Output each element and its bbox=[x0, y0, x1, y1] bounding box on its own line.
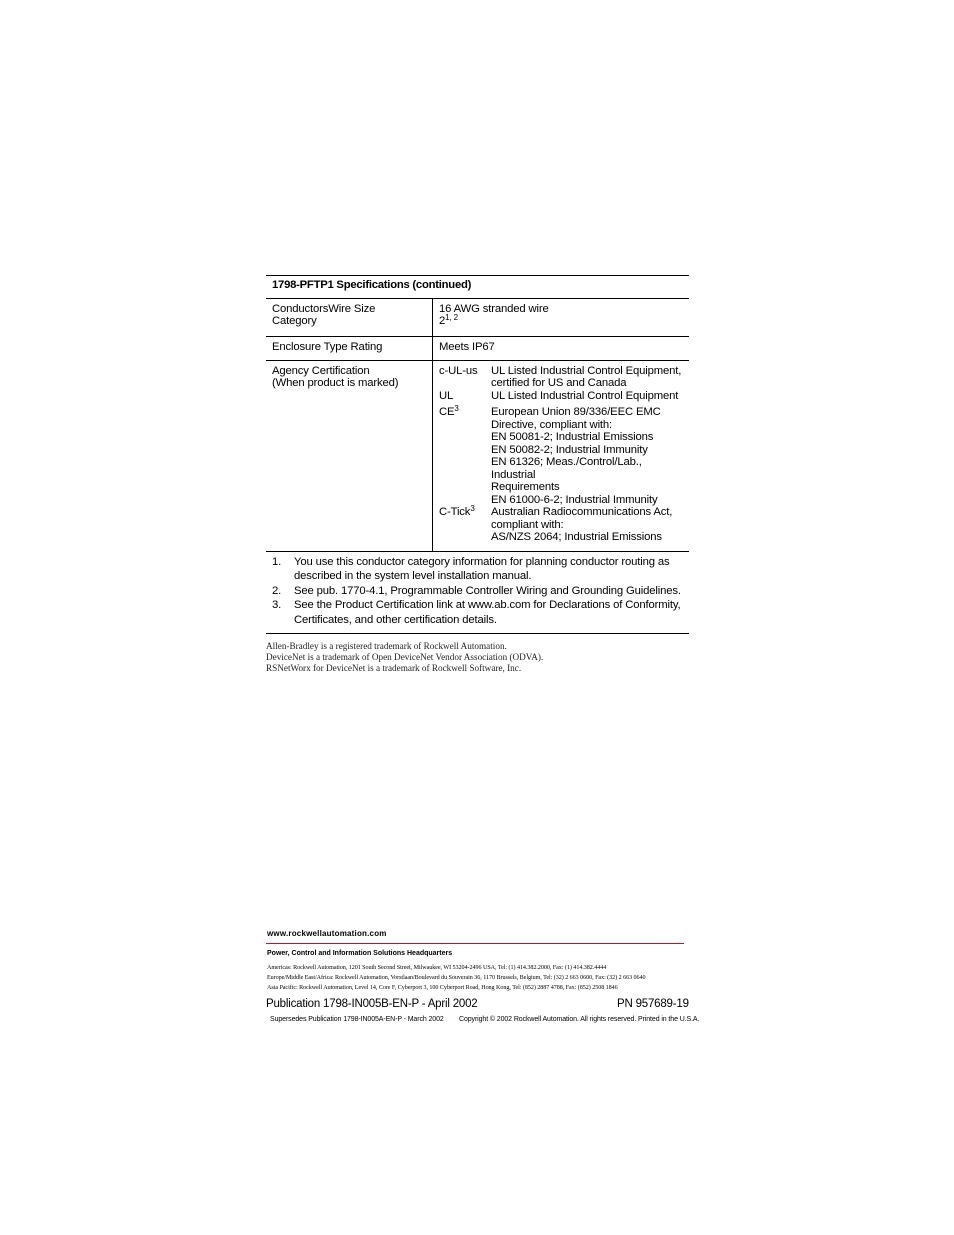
footnote-ref: 3 bbox=[470, 504, 475, 513]
headquarters-addresses bbox=[267, 963, 646, 994]
footnote-number: 2. bbox=[272, 584, 282, 597]
supersedes-note: Supersedes Publication 1798-IN005A-EN-P - March 2002 bbox=[270, 1016, 444, 1023]
trademark-line: RSNetWorx for DeviceNet is a trademark of Rockwell Software, Inc. bbox=[266, 663, 522, 673]
trademark-line: Allen-Bradley is a registered trademark of Rockwell Automation. bbox=[266, 641, 507, 651]
row-label: Enclosure Type Rating bbox=[266, 337, 433, 360]
part-number: PN 957689-19 bbox=[617, 998, 689, 1010]
specifications-table bbox=[266, 275, 689, 634]
table-row-enclosure bbox=[266, 337, 689, 361]
footer-divider bbox=[266, 943, 684, 944]
certification-description bbox=[491, 406, 685, 506]
row-value: Meets IP67 bbox=[439, 340, 495, 353]
copyright-notice: Copyright © 2002 Rockwell Automation. All rights reserved. Printed in the U.S.A. bbox=[459, 1016, 700, 1023]
certification-item bbox=[439, 406, 685, 506]
certification-mark bbox=[439, 365, 491, 390]
footnote-item bbox=[272, 584, 683, 599]
certification-mark-text: CE bbox=[439, 406, 455, 418]
certification-mark-text: UL bbox=[439, 389, 454, 402]
description-line: Directive, compliant with: bbox=[491, 418, 613, 431]
address-line: Asia Pacific: Rockwell Automation, Level 14, Core F, Cyberport 3, 100 Cyberport Road, Hong Kong, Tel: (852) 2887 4788, Fax: (852) 2508 1846 bbox=[267, 985, 618, 992]
description-line: EN 61000-6-2; Industrial Immunity bbox=[491, 493, 658, 506]
description-line: Australian Radiocommunications Act, bbox=[491, 506, 673, 518]
description-line: certified for US and Canada bbox=[491, 377, 627, 389]
label-line: Category bbox=[272, 315, 317, 327]
headquarters-title: Power, Control and Information Solutions Headquarters bbox=[267, 950, 453, 957]
website-url[interactable]: www.rockwellautomation.com bbox=[267, 929, 387, 938]
certification-description bbox=[491, 365, 685, 390]
trademark-notices bbox=[266, 641, 543, 674]
description-line: EN 50082-2; Industrial Immunity bbox=[491, 443, 648, 456]
certification-item bbox=[439, 506, 685, 544]
footnote-text: See the Product Certification link at www.ab.com for Declarations of Conformity, Certificates, and other certification details. bbox=[294, 599, 681, 626]
certification-list bbox=[433, 361, 689, 551]
certification-item bbox=[439, 390, 685, 403]
footnote-number: 1. bbox=[272, 555, 282, 568]
certification-mark bbox=[439, 390, 491, 403]
label-line: Agency Certification bbox=[272, 364, 370, 377]
value-line: 16 AWG stranded wire bbox=[439, 302, 549, 315]
row-label bbox=[266, 361, 433, 551]
certification-description bbox=[491, 390, 685, 403]
description-line: European Union 89/336/EEC EMC bbox=[491, 406, 661, 418]
footnote-ref: 3 bbox=[454, 404, 459, 413]
certification-description bbox=[491, 506, 685, 544]
certification-mark-text: C-Tick bbox=[439, 506, 471, 518]
row-label bbox=[266, 299, 433, 336]
label-line: ConductorsWire Size bbox=[272, 302, 376, 315]
footnote-text: You use this conductor category information for planning conductor routing as described in the system level installation manual. bbox=[294, 555, 670, 582]
footnote-item bbox=[272, 598, 683, 627]
category-value: 2 bbox=[439, 315, 446, 327]
certification-mark bbox=[439, 406, 491, 506]
table-title: 1798-PFTP1 Specifications (continued) bbox=[266, 276, 689, 299]
description-line: EN 50081-2; Industrial Emissions bbox=[491, 431, 654, 443]
row-value bbox=[433, 299, 689, 336]
description-line: AS/NZS 2064; Industrial Emissions bbox=[491, 531, 662, 543]
certification-mark-text: c-UL-us bbox=[439, 364, 478, 377]
table-row-conductors bbox=[266, 299, 689, 337]
footnote-ref: 1, 2 bbox=[445, 313, 458, 322]
address-line: Europe/Middle East/Africa: Rockwell Automation, Vorstlaan/Boulevard du Souverain 36, 1170 Brussels, Belgium, Tel: (32) 2 663 0600, Fax: (32) 2 663 0640 bbox=[267, 975, 646, 982]
value-line bbox=[439, 315, 685, 328]
label-line: (When product is marked) bbox=[272, 377, 399, 389]
description-line: EN 61326; Meas./Control/Lab., Industrial bbox=[491, 456, 642, 481]
footnote-text: See pub. 1770-4.1, Programmable Controller Wiring and Grounding Guidelines. bbox=[294, 584, 681, 597]
description-line: UL Listed Industrial Control Equipment bbox=[491, 389, 679, 402]
description-line: Requirements bbox=[491, 481, 560, 493]
publication-number: Publication 1798-IN005B-EN-P - April 2002 bbox=[266, 998, 478, 1010]
certification-mark bbox=[439, 506, 491, 544]
address-line: Americas: Rockwell Automation, 1201 South Second Street, Milwaukee, WI 53204-2496 USA, Tel: (1) 414.382.2000, Fax: (1) 414.382.4444 bbox=[267, 965, 607, 971]
footnotes bbox=[266, 552, 689, 634]
table-row-agency bbox=[266, 361, 689, 552]
description-line: UL Listed Industrial Control Equipment, bbox=[491, 364, 682, 377]
certification-item bbox=[439, 365, 685, 390]
trademark-line: DeviceNet is a trademark of Open DeviceNet Vendor Association (ODVA). bbox=[266, 652, 544, 662]
footnote-number: 3. bbox=[272, 599, 282, 611]
description-line: compliant with: bbox=[491, 518, 564, 531]
footnote-item bbox=[272, 555, 683, 584]
